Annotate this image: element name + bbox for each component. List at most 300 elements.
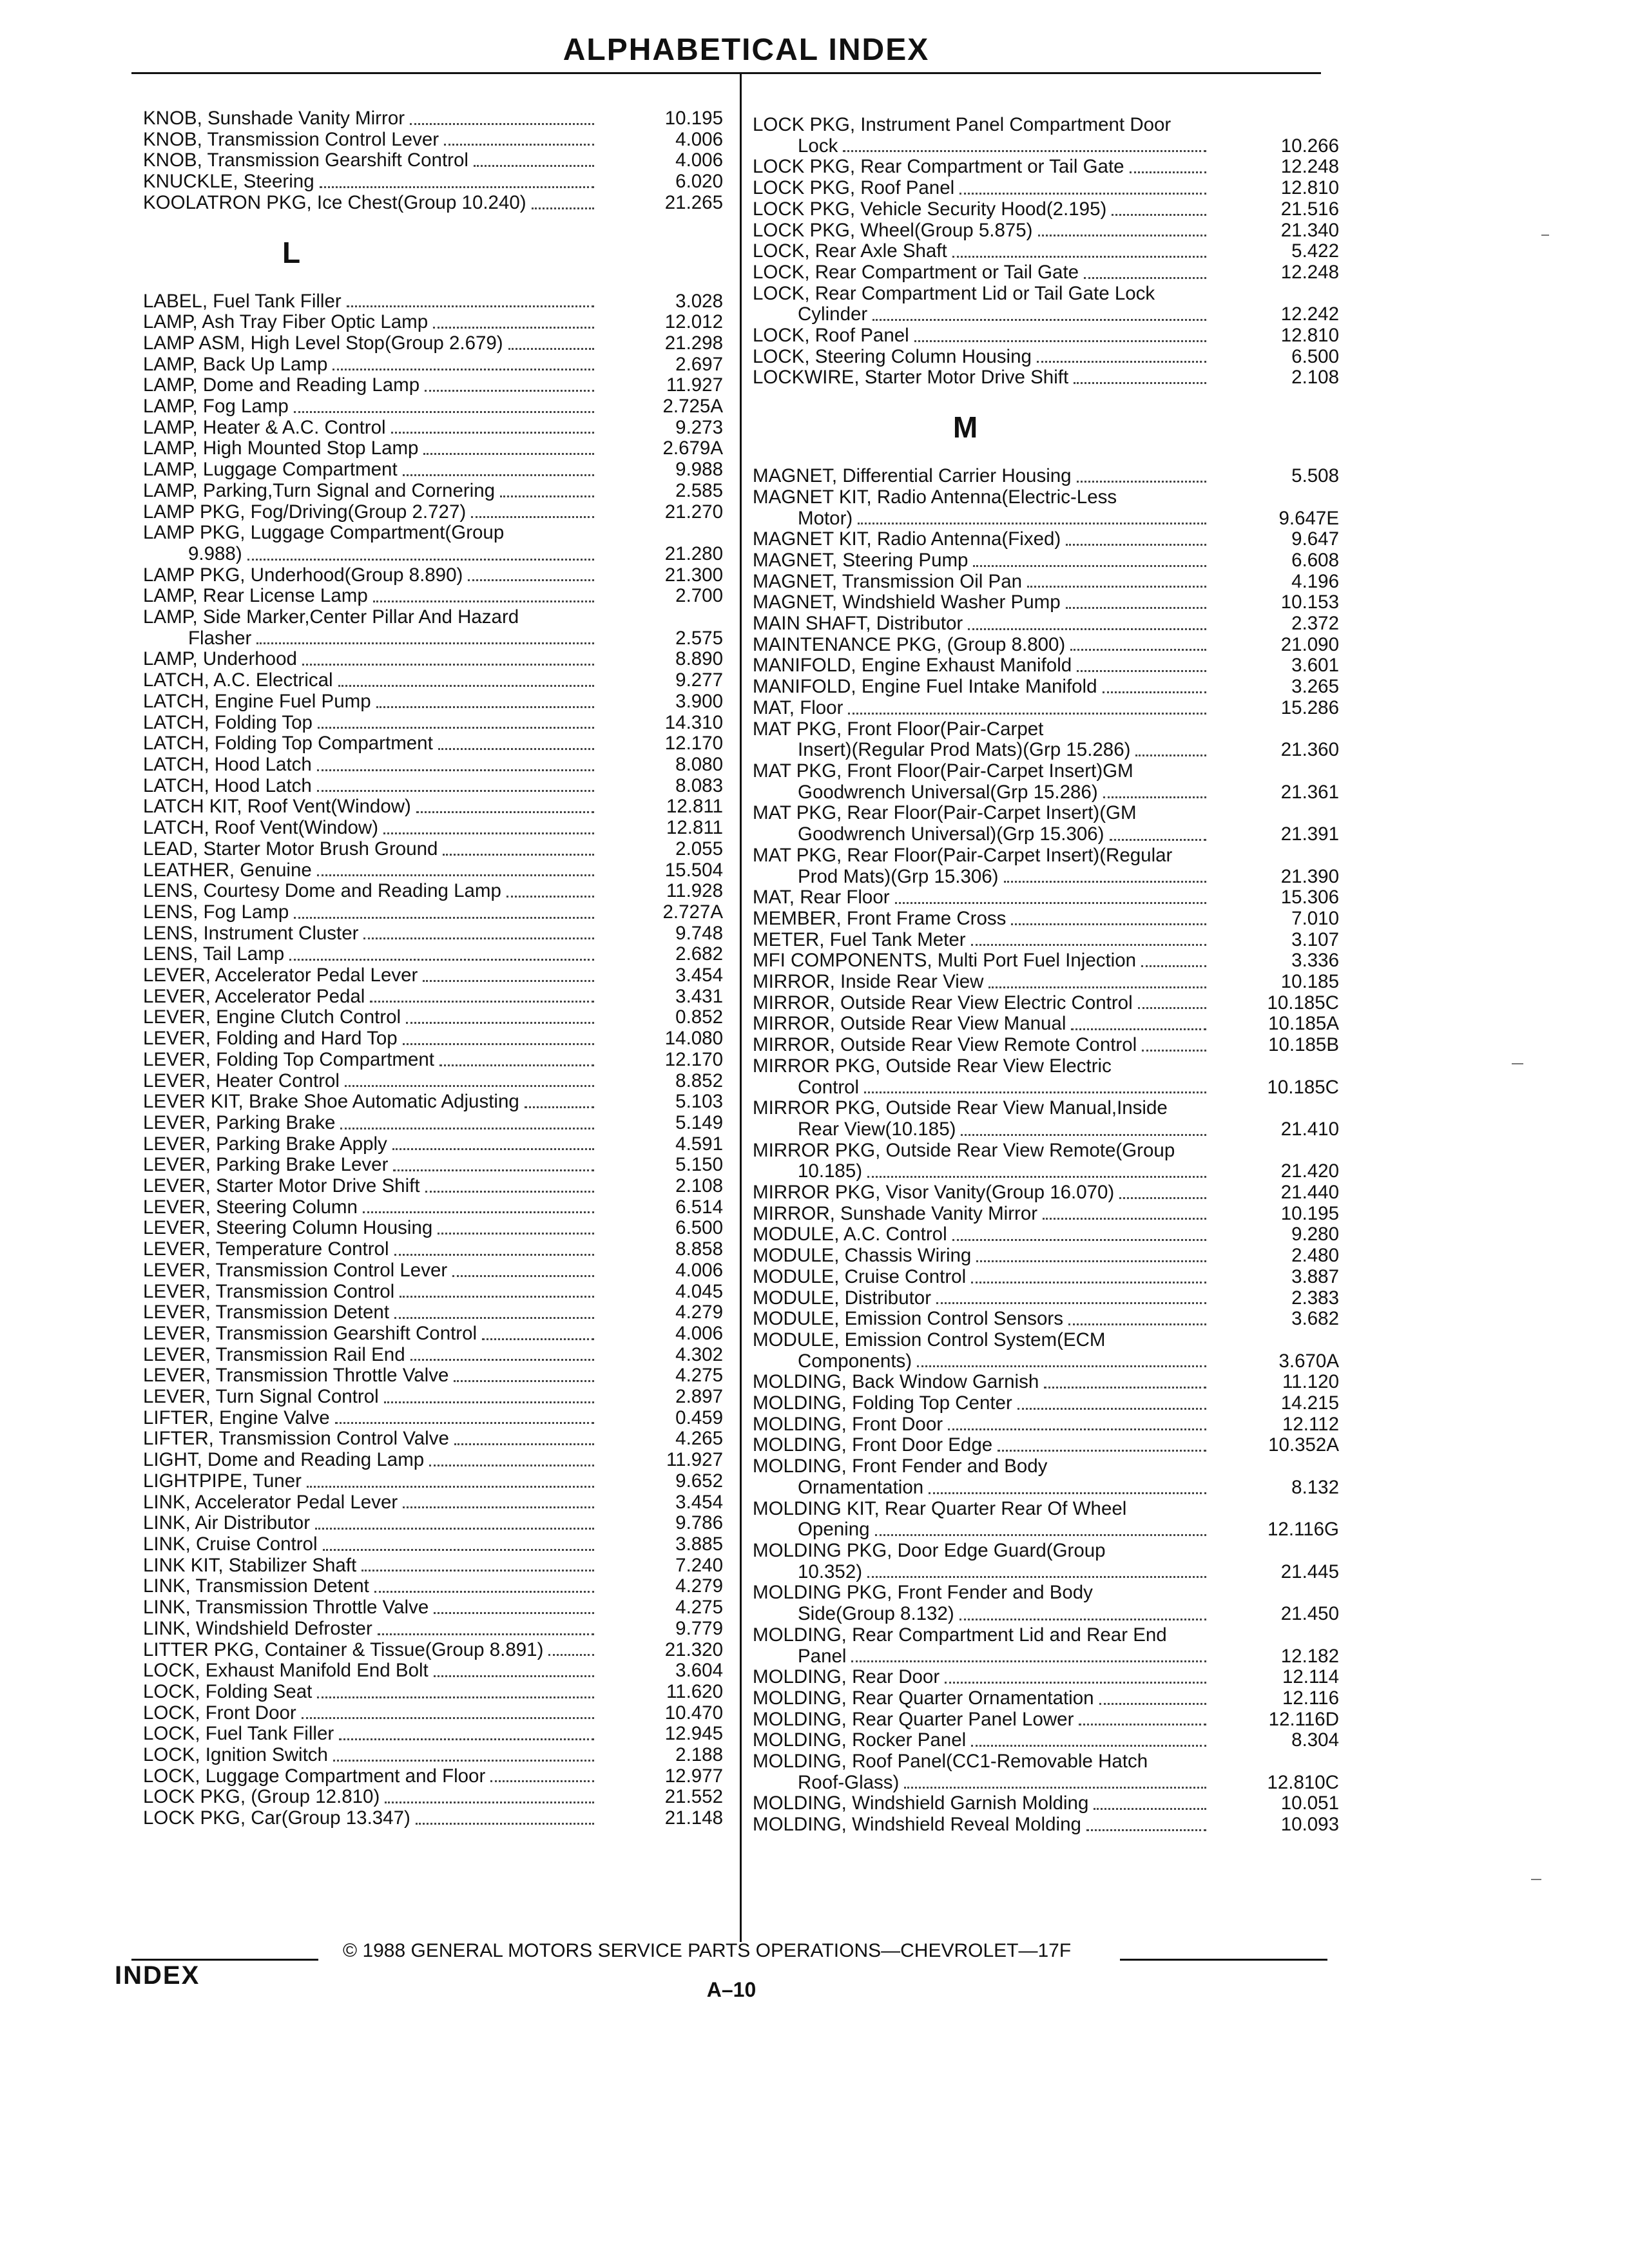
index-entry [143,375,723,396]
index-entry [143,1660,723,1682]
section-letter-heading: M [952,410,978,445]
index-entry [753,1688,1339,1709]
index-entry-text [143,1619,599,1640]
index-entry-text [753,1098,1211,1140]
index-entry-text [753,1330,1211,1372]
index-entry-text [753,1456,1211,1498]
dot-leader [1068,1323,1206,1325]
index-entry [753,972,1339,993]
index-entry-page-ref: 0.852 [675,1006,723,1028]
index-entry-text [143,438,599,459]
index-entry-page-ref: 21.270 [664,501,723,523]
index-entry-page-ref: 11.120 [1282,1371,1339,1393]
index-entry-page-ref: 2.725A [662,396,723,418]
index-entry [753,1814,1339,1836]
index-entry-name: MOLDING, Front Fender and Body [753,1456,1048,1477]
index-entry-page-ref: 12.114 [1282,1666,1339,1688]
index-entry-name: MODULE, Emission Control System(ECM [753,1329,1106,1350]
index-entry [143,333,723,354]
dot-leader [363,937,594,939]
index-entry-page-ref: 12.945 [664,1723,723,1745]
dot-leader [289,959,594,961]
dot-leader [384,1401,594,1403]
dot-leader [532,207,594,209]
index-entry-text [753,1056,1211,1098]
index-entry-name: LOCK PKG, Wheel(Group 5.875) [753,219,1033,241]
index-entry-name: LATCH, Folding Top Compartment [143,733,433,754]
index-entry-name: LATCH KIT, Roof Vent(Window) [143,796,411,818]
index-entry-page-ref: 10.470 [664,1702,723,1724]
index-entry-text [753,199,1211,220]
index-entry-continuation: Motor) [798,507,853,529]
index-entry-page-ref: 12.811 [666,817,723,839]
index-entry-page-ref: 12.242 [1280,303,1339,325]
index-entry-text [753,241,1211,262]
index-entry-name: LEVER, Transmission Control Lever [143,1259,448,1281]
dot-leader [315,1528,594,1530]
dot-leader [438,748,594,750]
dot-leader [929,1492,1206,1494]
index-entry [753,157,1339,178]
index-entry [143,1071,723,1092]
index-entry [753,220,1339,242]
index-entry-page-ref: 21.440 [1280,1182,1339,1204]
index-entry-name: LOCK, Fuel Tank Filler [143,1723,334,1745]
index-entry-text [753,613,1211,635]
index-entry-page-ref: 21.516 [1280,198,1339,220]
index-entry [753,325,1339,347]
index-entry-name: MOLDING, Roof Panel(CC1-Removable Hatch [753,1751,1148,1773]
index-entry-text [753,1793,1211,1814]
index-entry-page-ref: 12.182 [1280,1645,1339,1667]
index-entry-page-ref: 2.700 [675,585,723,607]
index-entry-continuation: Control [798,1076,860,1098]
dot-leader [434,1612,594,1614]
index-entry-page-ref: 21.300 [664,564,723,586]
index-entry [753,655,1339,677]
index-entry [753,677,1339,698]
index-entry-name: LOCK, Exhaust Manifold End Bolt [143,1660,429,1682]
index-entry-name: LOCK, Folding Seat [143,1680,313,1702]
index-entry-page-ref: 9.786 [675,1512,723,1534]
index-entry-text [143,1134,599,1155]
index-entry-text [143,713,599,734]
index-entry [753,487,1339,529]
index-entry-text [753,572,1211,593]
index-entry-page-ref: 6.500 [675,1217,723,1239]
dot-leader [423,453,594,455]
scan-edge-mark [1512,1063,1523,1064]
index-entry-name: MOLDING, Back Window Garnish [753,1371,1039,1393]
index-entry-name: LIGHT, Dome and Reading Lamp [143,1449,425,1471]
index-entry-page-ref: 2.727A [662,901,723,923]
index-entry-page-ref: 2.108 [675,1175,723,1197]
index-entry-text [143,459,599,481]
dot-leader [1004,881,1206,883]
index-entry-name: MIRROR, Inside Rear View [753,971,984,993]
index-entry-page-ref: 2.372 [1291,613,1339,635]
dot-leader [1141,965,1206,967]
dot-leader [294,411,594,413]
index-entry-page-ref: 5.422 [1291,240,1339,262]
dot-leader [443,854,594,856]
index-entry-page-ref: 3.885 [675,1533,723,1555]
dot-leader [374,1591,594,1593]
index-entry-page-ref: 21.320 [664,1639,723,1660]
index-entry-name: LAMP PKG, Underhood(Group 8.890) [143,564,463,586]
index-entry-page-ref: 21.360 [1280,739,1339,761]
index-entry [143,860,723,881]
index-entry [143,1408,723,1429]
dot-leader [1011,923,1206,925]
index-entry [753,284,1339,325]
index-entry-page-ref: 21.420 [1280,1160,1339,1182]
index-entry-continuation: 10.185) [798,1160,863,1182]
index-entry [143,776,723,797]
index-entry-page-ref: 8.890 [675,648,723,670]
index-entry-page-ref: 4.006 [675,1259,723,1281]
dot-leader [508,348,594,350]
index-entry-name: MOLDING, Rear Quarter Panel Lower [753,1708,1074,1730]
index-entry-text [753,262,1211,284]
index-entry [143,1471,723,1492]
index-entry-name: LEVER, Transmission Throttle Valve [143,1365,449,1387]
index-entry-page-ref: 2.697 [675,353,723,375]
index-entry-page-ref: 10.185C [1267,992,1339,1014]
dot-leader [394,1317,594,1319]
index-entry [143,1218,723,1239]
dot-leader [867,1176,1206,1178]
dot-leader [317,1696,594,1698]
index-entry-page-ref: 9.748 [675,922,723,944]
dot-leader [370,1001,594,1003]
index-entry-page-ref: 5.103 [675,1091,723,1113]
index-entry-name: MOLDING, Windshield Garnish Molding [753,1792,1089,1814]
index-entry-text [143,1724,599,1745]
index-entry [143,1345,723,1366]
index-entry-page-ref: 3.682 [1291,1308,1339,1330]
index-entry-continuation: 9.988) [188,543,242,564]
dot-leader [425,1191,594,1193]
index-entry [143,1007,723,1028]
dot-leader [1086,1829,1206,1831]
dot-leader [1077,670,1206,672]
index-entry-text [143,1471,599,1492]
index-entry [143,713,723,734]
index-entry-text [143,986,599,1008]
dot-leader [434,1675,594,1677]
index-entry-page-ref: 4.275 [675,1597,723,1619]
index-entry-text [143,1408,599,1429]
index-entry-page-ref: 5.508 [1291,465,1339,487]
dot-leader [858,523,1206,524]
index-entry-page-ref: 8.304 [1291,1729,1339,1751]
index-entry [753,1098,1339,1140]
index-entry-text [753,347,1211,368]
index-entry-text [143,565,599,586]
index-entry-text [143,1050,599,1071]
index-entry [753,1393,1339,1414]
index-entry-page-ref: 9.647 [1291,528,1339,550]
index-entry-text [143,1387,599,1408]
index-entry [143,1492,723,1514]
index-entry [143,839,723,860]
dot-leader [1135,754,1206,756]
index-entry-name: LEVER, Accelerator Pedal [143,985,365,1007]
index-entry-name: LAMP, Side Marker,Center Pillar And Hazard [143,606,519,628]
index-entry [143,150,723,171]
footer-rule-right [1120,1959,1327,1961]
index-entry-name: MFI COMPONENTS, Multi Port Fuel Injection [753,950,1137,972]
dot-leader [385,1802,594,1803]
index-entry-page-ref: 6.020 [675,171,723,193]
index-entry-page-ref: 9.273 [675,416,723,438]
index-entry-page-ref: 12.170 [664,1048,723,1070]
dot-leader [895,902,1206,904]
index-entry [143,1155,723,1176]
index-entry-page-ref: 15.306 [1280,887,1339,908]
index-entry-name: LINK KIT, Stabilizer Shaft [143,1554,357,1576]
index-entry-text [143,481,599,502]
index-entry [753,1709,1339,1731]
index-entry [143,986,723,1008]
index-entry [143,354,723,376]
index-entry [143,565,723,586]
index-entry [143,1387,723,1408]
index-entry-name: LOCK, Roof Panel [753,325,909,347]
index-entry [753,529,1339,550]
index-entry-text [143,923,599,945]
index-entry-text [753,1182,1211,1204]
index-entry [143,796,723,818]
dot-leader [400,1296,594,1298]
index-entry-name: KNOB, Sunshade Vanity Mirror [143,108,405,129]
dot-leader [468,579,594,581]
index-entry [143,1134,723,1155]
dot-leader [339,1738,594,1740]
index-entry [753,1056,1339,1098]
index-entry-name: MOLDING, Windshield Reveal Molding [753,1814,1081,1836]
index-entry-name: LOCK, Steering Column Housing [753,345,1032,367]
index-entry-continuation: Lock [798,135,838,157]
index-entry-name: MOLDING KIT, Rear Quarter Rear Of Wheel [753,1497,1127,1519]
dot-leader [433,327,594,329]
index-entry [143,1428,723,1450]
index-entry-name: LATCH, Roof Vent(Window) [143,817,379,839]
index-entry-text [753,1372,1211,1393]
index-entry-name: KNOB, Transmission Control Lever [143,128,439,150]
index-entry-name: MODULE, Distributor [753,1287,932,1309]
index-entry-page-ref: 9.652 [675,1470,723,1492]
index-entry [753,178,1339,199]
index-entry-name: LIFTER, Transmission Control Valve [143,1428,449,1450]
dot-leader [1130,171,1206,173]
index-entry-continuation: Flasher [188,627,252,649]
index-entry-text [753,950,1211,972]
index-entry-text [143,1450,599,1471]
index-entry-name: MIRROR, Sunshade Vanity Mirror [753,1202,1038,1224]
index-entry-text [143,1534,599,1555]
index-entry-continuation: Opening [798,1519,870,1541]
index-entry [143,1513,723,1534]
index-entry [143,1239,723,1260]
index-entry-name: LATCH, A.C. Electrical [143,669,333,691]
index-entry-continuation: Prod Mats)(Grp 15.306) [798,865,999,887]
index-entry-continuation: Ornamentation [798,1476,924,1498]
index-entry-text [143,1113,599,1134]
index-entry-name: LOCK, Rear Axle Shaft [753,240,947,262]
index-entry-page-ref: 12.112 [1282,1413,1339,1435]
index-entry-page-ref: 7.240 [675,1554,723,1576]
index-entry [753,1245,1339,1267]
index-entry [143,1323,723,1345]
index-entry-name: MAT PKG, Front Floor(Pair-Carpet [753,718,1044,740]
index-entry [143,193,723,214]
dot-leader [361,1570,594,1571]
index-entry-name: LENS, Instrument Cluster [143,922,359,944]
index-entry-page-ref: 4.045 [675,1280,723,1302]
dot-leader [410,1359,594,1361]
index-entry-name: MOLDING, Front Door Edge [753,1434,993,1456]
dot-leader [959,193,1206,195]
index-entry-name: LOCK, Rear Compartment Lid or Tail Gate Lock [753,282,1155,304]
index-entry-name: LEVER, Transmission Control [143,1280,395,1302]
index-entry-text [143,902,599,923]
index-entry-continuation: Rear View(10.185) [798,1118,956,1140]
index-entry-name: LAMP ASM, High Level Stop(Group 2.679) [143,332,503,354]
index-entry [753,1541,1339,1582]
index-entry-page-ref: 11.927 [666,374,723,396]
index-entry-page-ref: 8.858 [675,1238,723,1260]
index-entry-page-ref: 21.148 [664,1807,723,1829]
index-entry-text [753,719,1211,761]
index-entry-text [753,1204,1211,1225]
index-entry-page-ref: 14.310 [664,711,723,733]
index-entry-name: MIRROR, Outside Rear View Remote Control [753,1034,1137,1056]
index-entry [143,733,723,754]
dot-leader [1103,691,1206,693]
index-entry-page-ref: 4.196 [1291,570,1339,592]
index-entry-name: LINK, Cruise Control [143,1533,318,1555]
index-entry [143,459,723,481]
dot-leader [247,559,594,561]
index-entry-name: LENS, Fog Lamp [143,901,289,923]
dot-leader [988,986,1206,988]
dot-leader [423,980,594,982]
dot-leader [439,1064,594,1066]
index-entry-page-ref: 10.185B [1268,1034,1339,1056]
index-entry-name: LEVER, Starter Motor Drive Shift [143,1175,420,1197]
index-entry-page-ref: 12.116G [1268,1519,1339,1541]
index-entry [143,1766,723,1787]
index-entry [753,1499,1339,1541]
dot-leader [971,1745,1206,1747]
index-entry-page-ref: 2.897 [675,1386,723,1408]
dot-leader [936,1302,1206,1304]
index-entry-text [143,1091,599,1113]
index-entry-text [143,1218,599,1239]
index-entry [753,1582,1339,1624]
index-entry-text [143,586,599,607]
page-number: A–10 [706,1978,757,2001]
index-entry-page-ref: 12.248 [1280,156,1339,178]
index-entry [753,115,1339,157]
index-entry [753,1309,1339,1330]
index-entry-name: MANIFOLD, Engine Exhaust Manifold [753,655,1072,677]
index-entry-page-ref: 21.410 [1280,1118,1339,1140]
index-entry-text [143,1513,599,1534]
index-entry-text [753,698,1211,719]
index-entry [753,1224,1339,1245]
dot-leader [490,1780,594,1782]
left-index-column [143,108,723,1829]
index-entry [753,887,1339,908]
index-entry-page-ref: 2.585 [675,479,723,501]
index-entry-text [753,1541,1211,1582]
index-entry-name: MOLDING, Rear Door [753,1666,940,1688]
index-entry-name: MIRROR, Outside Rear View Manual [753,1013,1066,1035]
index-entry-page-ref: 21.361 [1280,781,1339,803]
index-entry [753,572,1339,593]
index-entry-page-ref: 12.116D [1268,1708,1339,1730]
index-entry-page-ref: 12.116 [1282,1687,1339,1709]
scan-edge-mark [1531,1879,1541,1880]
index-entry-page-ref: 2.108 [1291,367,1339,389]
index-entry [143,649,723,670]
index-entry-page-ref: 5.150 [675,1154,723,1176]
index-entry-name: LEVER, Transmission Detent [143,1302,390,1323]
index-entry-name: LATCH, Folding Top [143,711,313,733]
index-entry [753,1456,1339,1498]
dot-leader [335,1422,594,1424]
index-entry [143,1176,723,1197]
index-entry-name: MODULE, Cruise Control [753,1265,967,1287]
index-entry-text [143,1197,599,1218]
index-entry-text [753,1814,1211,1836]
index-entry-page-ref: 10.195 [1280,1202,1339,1224]
index-entry-continuation: Goodwrench Universal(Grp 15.286) [798,781,1098,803]
index-entry [753,1667,1339,1688]
index-entry-page-ref: 12.811 [666,796,723,818]
index-entry-page-ref: 2.188 [675,1744,723,1766]
dot-leader [1066,607,1206,609]
index-entry-text [143,860,599,881]
index-entry-page-ref: 9.277 [675,669,723,691]
dot-leader [968,628,1206,630]
dot-leader [454,1380,594,1382]
dot-leader [1103,796,1206,798]
index-entry-page-ref: 10.051 [1280,1792,1339,1814]
index-entry-page-ref: 3.601 [1291,655,1339,677]
index-entry [143,1282,723,1303]
dot-leader [347,305,594,307]
index-entry [143,1091,723,1113]
index-entry-page-ref: 2.480 [1291,1245,1339,1267]
index-entry-text [143,1345,599,1366]
index-entry-page-ref: 12.170 [664,733,723,754]
index-entry-text [143,418,599,439]
index-entry-page-ref: 3.431 [675,985,723,1007]
index-entry-page-ref: 6.608 [1291,549,1339,571]
index-entry-text [143,1071,599,1092]
index-entry [143,523,723,564]
index-entry-name: MAGNET, Steering Pump [753,549,969,571]
index-entry-text [143,1703,599,1724]
index-entry-page-ref: 4.279 [675,1575,723,1597]
index-entry-name: LIFTER, Engine Valve [143,1407,330,1428]
index-entry-name: MODULE, Chassis Wiring [753,1245,972,1267]
dot-leader [1112,214,1206,216]
